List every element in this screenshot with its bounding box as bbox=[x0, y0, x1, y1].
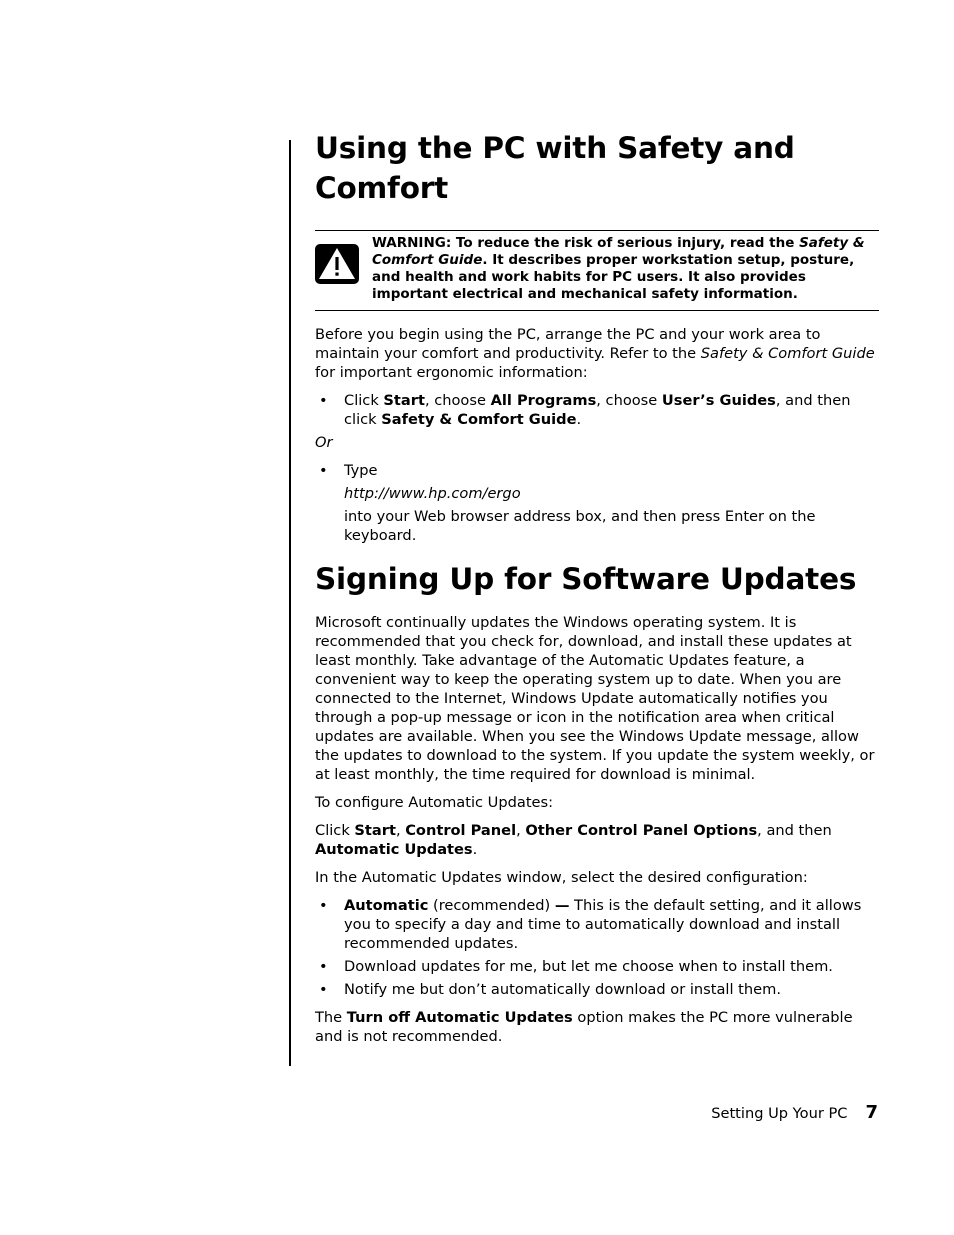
intro-guide-title: Safety & Comfort Guide bbox=[700, 345, 875, 362]
configure-intro: To configure Automatic Updates: bbox=[315, 794, 554, 811]
warning-rest: . It describes proper workstation setup, posture, and health and work habits for PC users. It also provides important electrical and mechanical safety information. bbox=[372, 252, 855, 302]
page-footer bbox=[600, 1103, 878, 1124]
list-item-notify: • Notify me but don’t automatically download or install them. bbox=[315, 980, 879, 999]
ui-term-start: Start bbox=[383, 392, 425, 409]
option-automatic-label: Automatic bbox=[344, 897, 429, 914]
list-item-automatic bbox=[315, 896, 879, 953]
url-instruction: into your Web browser address box, and then press Enter on the keyboard. bbox=[344, 508, 816, 544]
warning-box bbox=[315, 230, 879, 311]
list-item-type: • Type bbox=[315, 461, 879, 480]
window-instruction: In the Automatic Updates window, select the desired configuration: bbox=[315, 869, 808, 886]
warning-triangle-icon bbox=[315, 244, 359, 284]
ergo-url: http://www.hp.com/ergo bbox=[344, 485, 521, 502]
chapter-title: Setting Up Your PC bbox=[711, 1105, 848, 1122]
configure-steps bbox=[315, 821, 879, 859]
safety-intro bbox=[315, 325, 879, 382]
text: , and then bbox=[757, 822, 832, 839]
list-item-download-choose: • Download updates for me, but let me choose when to install them. bbox=[315, 957, 879, 976]
ui-term-users-guides: User’s Guides bbox=[661, 392, 776, 409]
text: This is the default setting, and it allows you to specify a day and time to automatically download and install recommended updates. bbox=[344, 897, 862, 952]
ui-term-control-panel: Control Panel bbox=[405, 822, 517, 839]
intro-text-b: for important ergonomic information: bbox=[315, 364, 588, 381]
text: option makes the PC more vulnerable and is not recommended. bbox=[315, 1009, 853, 1045]
ui-term-automatic-updates: Automatic Updates bbox=[315, 841, 473, 858]
ui-term-safety-guide: Safety & Comfort Guide bbox=[381, 411, 577, 428]
or-text: Or bbox=[315, 434, 333, 451]
margin-rule bbox=[289, 140, 291, 1066]
ui-term-turn-off: Turn off Automatic Updates bbox=[346, 1009, 573, 1026]
text: , choose bbox=[596, 392, 662, 409]
ui-term-other-options: Other Control Panel Options bbox=[525, 822, 758, 839]
text: The bbox=[315, 1009, 347, 1026]
em-dash: — bbox=[554, 897, 570, 914]
warning-lead: WARNING: To reduce the risk of serious injury, read the bbox=[372, 235, 800, 251]
text: (recommended) bbox=[428, 897, 555, 914]
section-title-updates: Signing Up for Software Updates bbox=[315, 562, 857, 596]
text: . bbox=[576, 411, 582, 428]
safety-list-2 bbox=[315, 461, 879, 480]
ui-term-all-programs: All Programs bbox=[490, 392, 597, 409]
ui-term-start: Start bbox=[354, 822, 396, 839]
text: , and then click bbox=[344, 392, 851, 428]
text: , bbox=[395, 822, 406, 839]
section-title-safety: Using the PC with Safety and Comfort bbox=[315, 131, 795, 205]
text: , choose bbox=[424, 392, 491, 409]
text: Click bbox=[315, 822, 355, 839]
text: , bbox=[516, 822, 526, 839]
turn-off-note bbox=[315, 1008, 879, 1046]
warning-guide-title: Safety & Comfort Guide bbox=[372, 235, 865, 268]
page-content bbox=[315, 128, 879, 1046]
safety-list-1 bbox=[315, 391, 879, 429]
warning-text bbox=[372, 235, 879, 303]
list-item-click-start bbox=[315, 391, 879, 429]
text: . bbox=[472, 841, 478, 858]
text: Click bbox=[344, 392, 384, 409]
page-number: 7 bbox=[865, 1102, 878, 1123]
update-options-list bbox=[315, 896, 879, 999]
updates-paragraph: Microsoft continually updates the Windows operating system. It is recommended that you check for, download, and install these updates at least monthly. Take advantage of the Automatic Updates feature, a convenient way to keep the operating system up to date. When you are connected to the Internet, Windows Update automatically notifies you through a pop-up message or icon in the notification area when critical updates are available. When you see the Windows Update message, allow the updates to download to the system. If you update the system weekly, or at least monthly, the time required for download is minimal. bbox=[315, 614, 875, 783]
intro-text-a: Before you begin using the PC, arrange the PC and your work area to maintain your comfort and productivity. Refer to the bbox=[315, 326, 821, 362]
